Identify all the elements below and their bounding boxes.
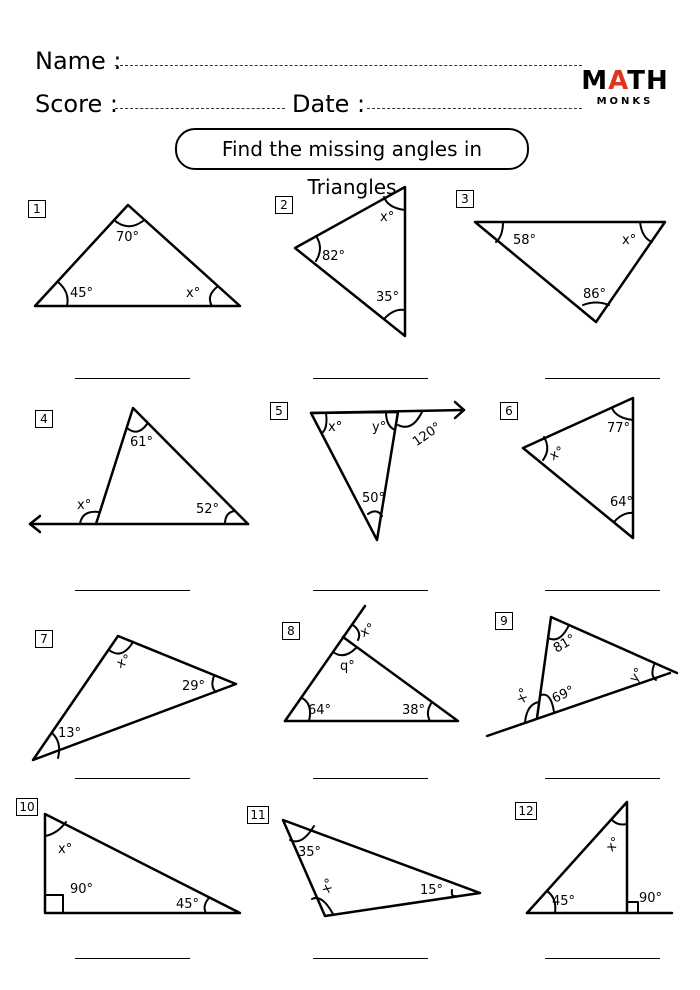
angle-label: 64°	[308, 703, 332, 718]
angle-label: x°	[380, 210, 395, 225]
problem-number-12: 12	[515, 802, 537, 820]
angle-label: x°	[622, 233, 637, 248]
angle-label: 58°	[513, 233, 537, 248]
angle-label: x°	[58, 842, 73, 857]
worksheet-title: Find the missing angles in Triangles	[175, 128, 529, 170]
angle-label: 15°	[420, 883, 444, 898]
problem-number-10: 10	[16, 798, 38, 816]
angle-label: 77°	[607, 421, 631, 436]
angle-label: 13°	[58, 726, 82, 741]
angle-label: 86°	[583, 287, 607, 302]
angle-label: 29°	[182, 679, 206, 694]
angle-label: 120°	[410, 419, 445, 450]
angle-label: 52°	[196, 502, 220, 517]
problem-number-2: 2	[275, 196, 293, 214]
triangle-1	[35, 205, 240, 306]
triangle-4	[30, 408, 248, 532]
problem-number-8: 8	[282, 622, 300, 640]
problem-number-1: 1	[28, 200, 46, 218]
angle-label: x°	[114, 651, 135, 672]
angle-label: 70°	[116, 230, 140, 245]
angle-label: 35°	[298, 845, 322, 860]
angle-label: x°	[547, 443, 568, 464]
angle-label: 82°	[322, 249, 346, 264]
angle-label: 35°	[376, 290, 400, 305]
angle-label: x°	[186, 286, 201, 301]
triangle-7	[33, 636, 236, 760]
angle-label: 81°	[550, 631, 579, 657]
triangle-12	[527, 802, 672, 913]
angle-label: 45°	[552, 894, 576, 909]
triangle-9	[487, 617, 677, 736]
score-label: Score :	[35, 90, 118, 118]
angle-label: x°	[328, 420, 343, 435]
angle-label: y°	[626, 665, 648, 686]
angle-label: x°	[357, 620, 378, 641]
problem-number-9: 9	[495, 612, 513, 630]
angle-label: 45°	[70, 286, 94, 301]
angle-label: q°	[340, 659, 355, 674]
problem-number-5: 5	[270, 402, 288, 420]
angle-label: 38°	[402, 703, 426, 718]
math-monks-logo: MATH MONKS	[581, 66, 669, 107]
problem-number-7: 7	[35, 630, 53, 648]
problem-number-6: 6	[500, 402, 518, 420]
angle-label: 64°	[610, 495, 634, 510]
angle-label: y°	[372, 420, 387, 435]
triangle-10	[45, 814, 240, 913]
triangle-11	[283, 820, 480, 916]
triangle-8	[285, 606, 458, 721]
angle-label: 45°	[176, 897, 200, 912]
triangle-2	[295, 187, 405, 336]
triangle-3	[475, 222, 665, 322]
angle-label: x°	[514, 686, 534, 705]
angle-label: x°	[603, 834, 625, 855]
angle-label: 50°	[362, 491, 386, 506]
angle-label: 69°	[549, 683, 578, 707]
problem-number-4: 4	[35, 410, 53, 428]
date-label: Date :	[292, 90, 366, 118]
problem-number-11: 11	[247, 806, 269, 824]
name-label: Name :	[35, 47, 122, 75]
triangle-5	[311, 402, 464, 540]
angle-label: 90°	[70, 882, 94, 897]
angle-label: 61°	[130, 435, 154, 450]
angle-label: x°	[318, 876, 339, 896]
angle-label: x°	[77, 498, 92, 513]
angle-label: 90°	[639, 891, 663, 906]
problem-number-3: 3	[456, 190, 474, 208]
triangle-6	[523, 398, 633, 538]
